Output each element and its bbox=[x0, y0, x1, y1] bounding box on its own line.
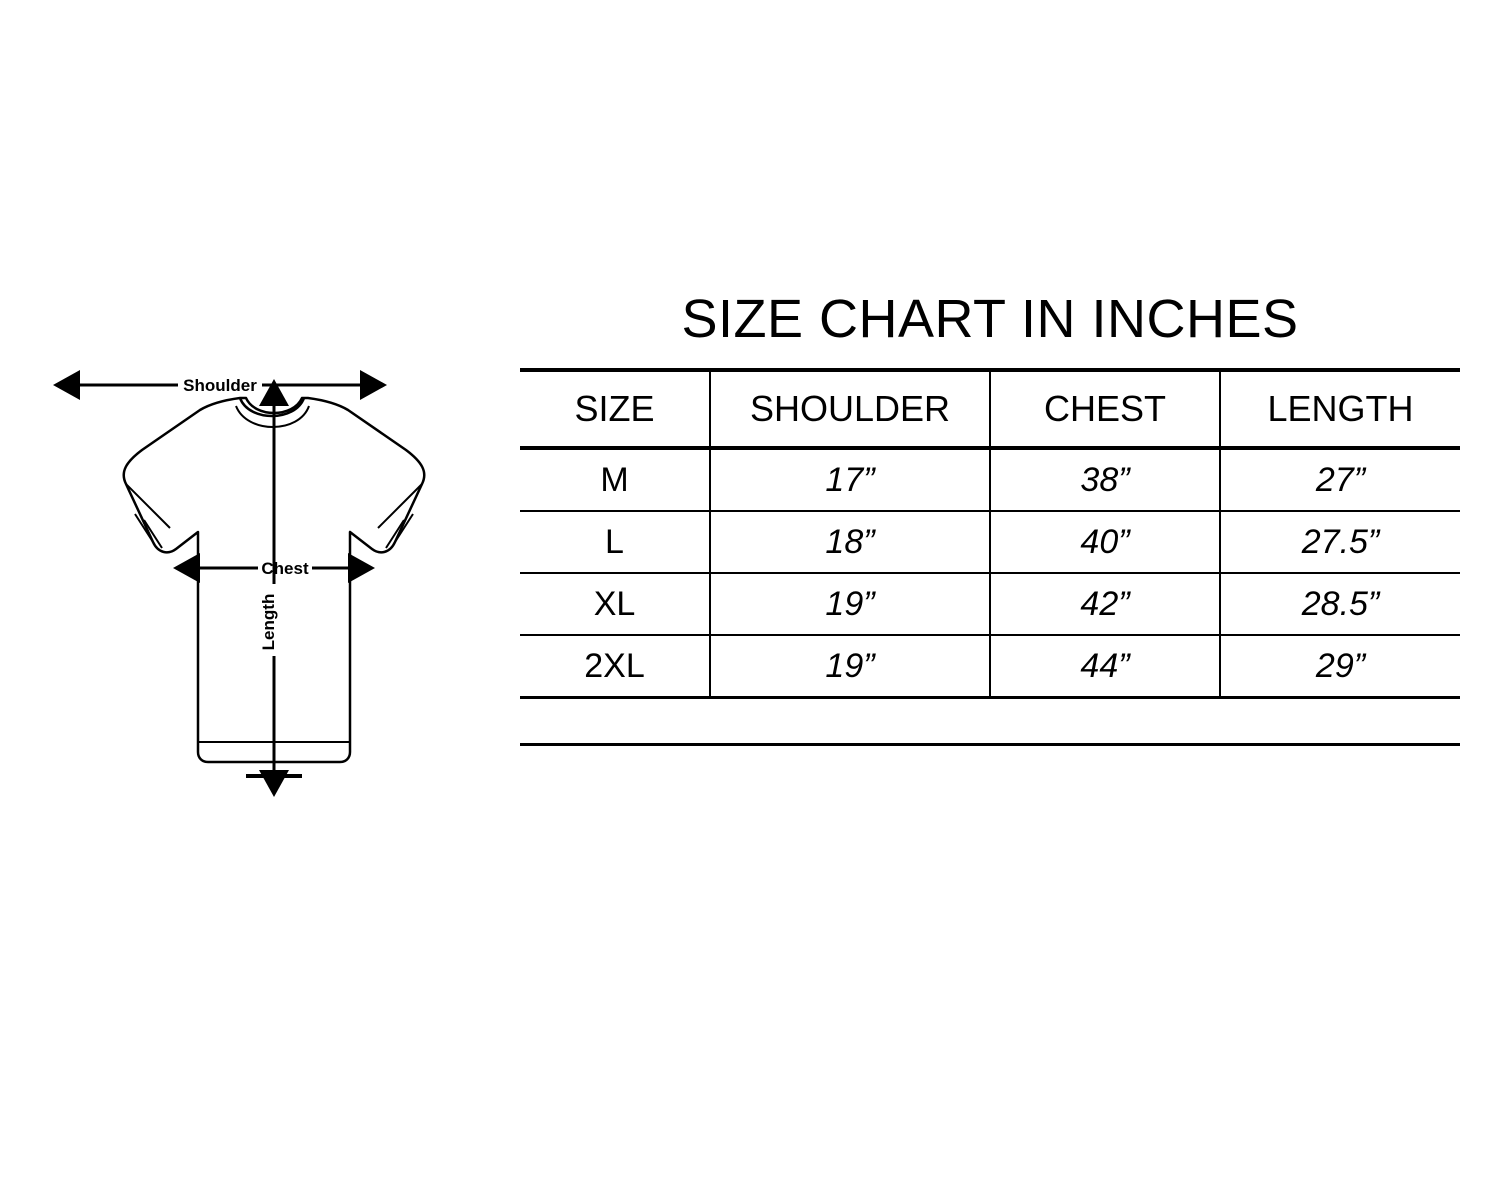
cell-length: 27.5” bbox=[1220, 511, 1460, 573]
chest-label: Chest bbox=[261, 559, 309, 578]
table-header-row bbox=[520, 370, 1460, 448]
table-row bbox=[520, 511, 1460, 573]
cell-size: 2XL bbox=[520, 635, 710, 698]
column-header-length: LENGTH bbox=[1220, 370, 1460, 448]
table-row bbox=[520, 448, 1460, 511]
table-bottom-rule bbox=[520, 743, 1460, 746]
cell-chest: 42” bbox=[990, 573, 1220, 635]
cell-length: 29” bbox=[1220, 635, 1460, 698]
cell-chest: 40” bbox=[990, 511, 1220, 573]
cell-shoulder: 19” bbox=[710, 635, 990, 698]
cell-length: 28.5” bbox=[1220, 573, 1460, 635]
cell-size: M bbox=[520, 448, 710, 511]
shoulder-dimension-line bbox=[78, 372, 362, 398]
cell-size: XL bbox=[520, 573, 710, 635]
cell-shoulder: 17” bbox=[710, 448, 990, 511]
t-shirt-measurement-diagram bbox=[50, 360, 490, 840]
cell-chest: 44” bbox=[990, 635, 1220, 698]
column-header-shoulder: SHOULDER bbox=[710, 370, 990, 448]
cell-length: 27” bbox=[1220, 448, 1460, 511]
size-chart-table bbox=[520, 368, 1460, 699]
length-label: Length bbox=[259, 593, 278, 651]
column-header-chest: CHEST bbox=[990, 370, 1220, 448]
table-row bbox=[520, 573, 1460, 635]
chart-title: SIZE CHART IN INCHES bbox=[681, 289, 1299, 349]
cell-shoulder: 18” bbox=[710, 511, 990, 573]
column-header-size: SIZE bbox=[520, 370, 710, 448]
cell-chest: 38” bbox=[990, 448, 1220, 511]
cell-shoulder: 19” bbox=[710, 573, 990, 635]
table-row bbox=[520, 635, 1460, 698]
shoulder-label: Shoulder bbox=[183, 376, 257, 395]
size-chart-panel bbox=[520, 288, 1460, 746]
cell-size: L bbox=[520, 511, 710, 573]
